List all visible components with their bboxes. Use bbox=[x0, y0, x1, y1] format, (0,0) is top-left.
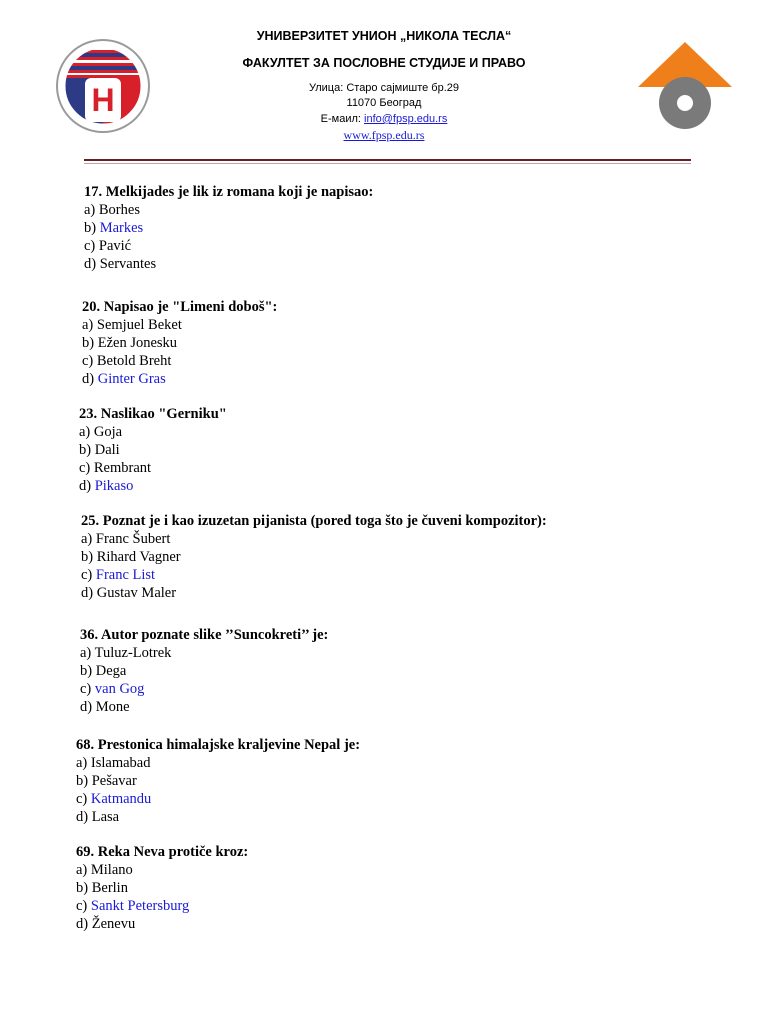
option-prefix: c) bbox=[84, 238, 99, 254]
option-text: Servantes bbox=[99, 256, 157, 272]
answer-option bbox=[84, 255, 373, 273]
option-prefix: c) bbox=[81, 567, 96, 583]
option-prefix: b) bbox=[79, 442, 95, 458]
option-prefix: a) bbox=[76, 862, 91, 878]
option-text: Islamabad bbox=[90, 755, 151, 771]
answer-option bbox=[76, 790, 360, 808]
correct-answer-text: Katmandu bbox=[90, 791, 152, 807]
question-block bbox=[80, 626, 328, 716]
question-block bbox=[79, 405, 227, 495]
question-title: 20. Napisao je "Limeni doboš": bbox=[82, 299, 278, 315]
answer-option bbox=[82, 370, 277, 388]
option-text: Betold Breht bbox=[96, 353, 172, 369]
question-block bbox=[81, 512, 547, 602]
option-text: Rembrant bbox=[93, 460, 152, 476]
answer-option bbox=[80, 680, 328, 698]
answer-option bbox=[84, 237, 373, 255]
question-title: 68. Prestonica himalajske kraljevine Nepal je: bbox=[76, 737, 361, 753]
option-prefix: b) bbox=[81, 549, 97, 565]
option-prefix: c) bbox=[80, 681, 95, 697]
option-prefix: c) bbox=[79, 460, 94, 476]
email-line bbox=[0, 113, 768, 125]
option-text: Semjuel Beket bbox=[96, 317, 182, 333]
option-prefix: b) bbox=[84, 220, 100, 236]
option-prefix: b) bbox=[80, 663, 96, 679]
option-prefix: d) bbox=[82, 371, 98, 387]
option-text: Gustav Maler bbox=[96, 585, 177, 601]
correct-answer-text: Sankt Petersburg bbox=[90, 898, 190, 914]
correct-answer-text: Franc List bbox=[95, 567, 156, 583]
answer-option bbox=[76, 861, 248, 879]
website-line bbox=[0, 128, 768, 143]
header-divider-thin bbox=[84, 163, 691, 164]
answer-option bbox=[76, 897, 248, 915]
question-title: 25. Poznat je i kao izuzetan pijanista (pored toga što je čuveni kompozitor): bbox=[81, 513, 547, 529]
option-text: Tuluz-Lotrek bbox=[94, 645, 172, 661]
option-prefix: b) bbox=[76, 773, 92, 789]
option-prefix: b) bbox=[76, 880, 92, 896]
answer-option bbox=[79, 441, 227, 459]
question-title: 23. Naslikao "Gerniku" bbox=[79, 406, 227, 422]
question-block bbox=[76, 736, 360, 826]
option-prefix: a) bbox=[79, 424, 94, 440]
option-text: Milano bbox=[90, 862, 133, 878]
option-prefix: a) bbox=[82, 317, 97, 333]
answer-option bbox=[76, 754, 360, 772]
option-text: Rihard Vagner bbox=[96, 549, 181, 565]
question-block bbox=[84, 183, 373, 273]
option-text: Pešavar bbox=[91, 773, 137, 789]
university-name: УНИВЕРЗИТЕТ УНИОН „НИКОЛА ТЕСЛА“ bbox=[256, 29, 512, 43]
answer-option bbox=[82, 334, 277, 352]
option-text: Franc Šubert bbox=[95, 531, 171, 547]
option-prefix: c) bbox=[76, 791, 91, 807]
answer-option bbox=[79, 459, 227, 477]
option-prefix: d) bbox=[79, 478, 95, 494]
question-title: 69. Reka Neva protiče kroz: bbox=[76, 844, 249, 860]
answer-option bbox=[82, 316, 277, 334]
option-text: Lasa bbox=[91, 809, 120, 825]
answer-option bbox=[80, 644, 328, 662]
answer-option bbox=[84, 219, 373, 237]
option-text: Dali bbox=[94, 442, 120, 458]
question-title: 17. Melkijades je lik iz romana koji je napisao: bbox=[84, 184, 374, 200]
option-text: Ženevu bbox=[91, 916, 136, 932]
correct-answer-text: Markes bbox=[99, 220, 144, 236]
answer-option bbox=[81, 530, 547, 548]
answer-option bbox=[81, 548, 547, 566]
option-prefix: a) bbox=[76, 755, 91, 771]
option-text: Pavić bbox=[98, 238, 132, 254]
answer-option bbox=[81, 584, 547, 602]
logo-letter: H bbox=[91, 82, 115, 118]
answer-option bbox=[81, 566, 547, 584]
question-block bbox=[82, 298, 277, 388]
header-divider bbox=[84, 159, 691, 161]
correct-answer-text: Ginter Gras bbox=[97, 371, 166, 387]
option-text: Borhes bbox=[98, 202, 140, 218]
option-prefix: b) bbox=[82, 335, 98, 351]
answer-option bbox=[82, 352, 277, 370]
correct-answer-text: Pikaso bbox=[94, 478, 134, 494]
option-prefix: a) bbox=[84, 202, 99, 218]
answer-option bbox=[84, 201, 373, 219]
option-prefix: d) bbox=[76, 916, 92, 932]
option-prefix: d) bbox=[80, 699, 96, 715]
option-text: Mone bbox=[95, 699, 130, 715]
option-text: Berlin bbox=[91, 880, 128, 896]
question-title: 36. Autor poznate slike ’’Suncokreti’’ je: bbox=[80, 627, 329, 643]
address-city: 11070 Београд bbox=[346, 97, 422, 109]
answer-option bbox=[76, 879, 248, 897]
option-prefix: c) bbox=[76, 898, 91, 914]
answer-option bbox=[80, 662, 328, 680]
email-link[interactable]: info@fpsp.edu.rs bbox=[364, 113, 448, 125]
email-label: Е-маил: bbox=[320, 113, 365, 125]
answer-option bbox=[79, 477, 227, 495]
answer-option bbox=[76, 915, 248, 933]
option-text: Dega bbox=[95, 663, 127, 679]
question-block bbox=[76, 843, 248, 933]
correct-answer-text: van Gog bbox=[94, 681, 145, 697]
option-prefix: d) bbox=[76, 809, 92, 825]
answer-option bbox=[76, 772, 360, 790]
website-link[interactable]: www.fpsp.edu.rs bbox=[343, 128, 425, 142]
answer-option bbox=[80, 698, 328, 716]
answer-option bbox=[79, 423, 227, 441]
option-text: Ežen Jonesku bbox=[97, 335, 178, 351]
answer-option bbox=[76, 808, 360, 826]
address-street: Улица: Старо сајмиште бр.29 bbox=[308, 82, 459, 94]
option-prefix: c) bbox=[82, 353, 97, 369]
option-text: Goja bbox=[93, 424, 123, 440]
option-prefix: a) bbox=[80, 645, 95, 661]
option-prefix: d) bbox=[84, 256, 100, 272]
option-prefix: a) bbox=[81, 531, 96, 547]
faculty-name: ФАКУЛТЕТ ЗА ПОСЛОВНЕ СТУДИЈЕ И ПРАВО bbox=[242, 56, 526, 70]
option-prefix: d) bbox=[81, 585, 97, 601]
